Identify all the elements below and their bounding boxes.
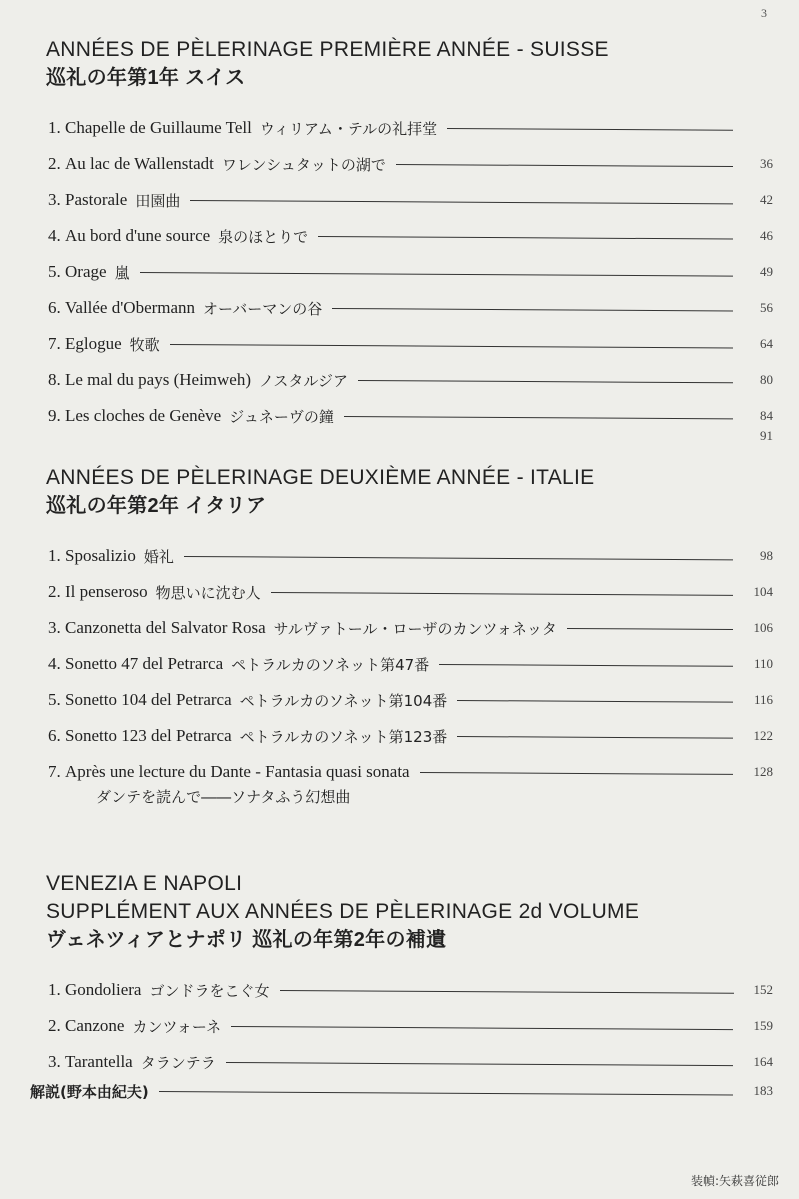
entry-title: Le mal du pays (Heimweh) xyxy=(65,370,251,389)
entry-page: 183 xyxy=(753,1083,773,1098)
entry-title-jp: 田園曲 xyxy=(135,191,181,210)
leader-line xyxy=(170,344,733,348)
leader-line xyxy=(447,128,733,131)
corner-page-number: 3 xyxy=(761,6,767,20)
toc-entry xyxy=(48,290,773,326)
entry-title: Sposalizio xyxy=(65,546,136,565)
entry-number: 4. xyxy=(48,226,61,245)
entry-title: Il penseroso xyxy=(65,582,148,601)
toc-entry xyxy=(48,610,773,646)
entry-title-jp: 婚礼 xyxy=(143,547,174,566)
entry-title: Canzonetta del Salvator Rosa xyxy=(65,618,266,637)
toc-entry xyxy=(48,538,773,574)
entry-title-jp: 泉のほとりで xyxy=(218,227,309,246)
entry-number: 5. xyxy=(48,262,61,281)
leader-line xyxy=(358,380,733,383)
entry-title: Sonetto 104 del Petrarca xyxy=(65,690,232,709)
entry-title-jp: 嵐 xyxy=(114,263,130,282)
entry-title: Sonetto 123 del Petrarca xyxy=(65,726,232,745)
entry-page: 110 xyxy=(753,656,773,671)
leader-line xyxy=(332,308,733,311)
entry-title: Pastorale xyxy=(65,190,128,209)
leader-line xyxy=(231,1026,733,1030)
entry-title-jp: ウィリアム・テルの礼拝堂 xyxy=(259,119,438,138)
entry-title-jp: 牧歌 xyxy=(129,335,160,354)
entry-title-jp: サルヴァトール・ローザのカンツォネッタ xyxy=(273,619,557,638)
entry-title-jp: ノスタルジア xyxy=(259,371,349,390)
leader-line xyxy=(396,164,733,167)
leader-line xyxy=(279,990,732,994)
leader-line xyxy=(344,416,733,419)
toc-entry xyxy=(48,972,773,1008)
entry-title-jp: オーバーマンの谷 xyxy=(203,299,323,318)
entry-title: Gondoliera xyxy=(65,980,142,999)
entry-page: 164 xyxy=(753,1054,773,1069)
entry-title: Chapelle de Guillaume Tell xyxy=(65,118,252,137)
toc-entry xyxy=(48,146,773,182)
leader-line xyxy=(140,272,733,277)
commentary-row xyxy=(30,1073,773,1109)
entry-page: 84 xyxy=(760,408,773,423)
entry-title-jp: ペトラルカのソネット第47番 xyxy=(231,655,430,674)
entry-page: 36 xyxy=(760,156,773,171)
entry-page: 46 xyxy=(760,228,773,243)
toc-entry xyxy=(48,646,773,682)
entry-number: 3. xyxy=(48,618,61,637)
design-credit: 装幀:矢萩喜従郎 xyxy=(690,1174,779,1188)
entry-title: Au lac de Wallenstadt xyxy=(65,154,214,173)
toc-entry xyxy=(48,218,773,254)
entry-number: 2. xyxy=(48,1016,61,1035)
leader-line xyxy=(457,736,733,739)
leader-line xyxy=(318,236,733,240)
section-heading: ANNÉES DE PÈLERINAGE DEUXIÈME ANNÉE - ITALIE xyxy=(46,466,595,489)
commentary-label: 解説(野本由紀夫) xyxy=(30,1082,149,1101)
entry-number: 3. xyxy=(48,1052,61,1071)
entry-title-jp: ゴンドラをこぐ女 xyxy=(149,981,270,1000)
toc-entry xyxy=(48,682,773,718)
entry-number: 3. xyxy=(48,190,61,209)
section-suisse xyxy=(36,36,773,444)
toc-entry xyxy=(48,326,773,362)
toc-entry xyxy=(48,718,773,754)
entry-title-jp: ペトラルカのソネット第123番 xyxy=(239,727,448,746)
toc-entry xyxy=(48,1008,773,1044)
section-italie xyxy=(36,464,773,807)
toc-entry xyxy=(48,754,773,790)
entry-number: 2. xyxy=(48,154,61,173)
section-heading-2: SUPPLÉMENT AUX ANNÉES DE PÈLERINAGE 2d VOLUME xyxy=(46,900,640,923)
toc-entry xyxy=(48,254,773,290)
toc-entry xyxy=(48,182,773,218)
entry-title: Les cloches de Genève xyxy=(65,406,222,425)
entry-list xyxy=(36,110,773,444)
entry-title-jp: 物思いに沈む人 xyxy=(155,583,261,602)
entry-page: 56 xyxy=(760,300,773,315)
entry-title-jp: ペトラルカのソネット第104番 xyxy=(239,691,448,710)
entry-title: Vallée d'Obermann xyxy=(65,298,196,317)
entry-title-jp: カンツォーネ xyxy=(132,1017,222,1036)
entry-number: 2. xyxy=(48,582,61,601)
entry-page: 128 xyxy=(753,764,773,779)
leader-line xyxy=(420,772,733,775)
leader-line xyxy=(271,592,733,596)
entry-number: 4. xyxy=(48,654,61,673)
entry-page: 159 xyxy=(753,1018,773,1033)
entry-page: 49 xyxy=(760,264,773,279)
leader-line xyxy=(190,200,733,204)
section-heading-jp: 巡礼の年第2年 イタリア xyxy=(46,495,267,517)
entry-page: 104 xyxy=(753,584,773,599)
entry-number: 7. xyxy=(48,334,61,353)
entry-title: Canzone xyxy=(65,1016,125,1035)
section-venezia xyxy=(36,870,773,1080)
entry-page: 42 xyxy=(760,192,773,207)
entry-page: 122 xyxy=(753,728,773,743)
leader-line xyxy=(184,556,733,560)
toc-entry xyxy=(48,110,773,146)
entry-list xyxy=(36,972,773,1080)
section-heading: ANNÉES DE PÈLERINAGE PREMIÈRE ANNÉE - SUISSE xyxy=(46,38,609,61)
leader-line xyxy=(159,1091,733,1096)
toc-entry xyxy=(48,574,773,610)
toc-entry xyxy=(48,362,773,398)
entry-title: Orage xyxy=(65,262,107,281)
entry-number: 1. xyxy=(48,980,61,999)
entry-title-jp: ワレンシュタットの湖で xyxy=(221,155,386,174)
section-heading-jp: ヴェネツィアとナポリ 巡礼の年第2年の補遺 xyxy=(46,929,447,951)
entry-title: Sonetto 47 del Petrarca xyxy=(65,654,224,673)
entry-page: 116 xyxy=(753,692,773,707)
entry-number: 7. xyxy=(48,762,61,781)
entry-number: 6. xyxy=(48,726,61,745)
entry-title: Après une lecture du Dante - Fantasia quasi sonata xyxy=(65,762,410,781)
entry-title: Au bord d'une source xyxy=(65,226,211,245)
entry-title-jp: タランテラ xyxy=(140,1053,216,1072)
entry-page: 152 xyxy=(753,982,773,997)
toc-entry xyxy=(30,1073,773,1109)
entry-subtitle-jp: ダンテを読んで――ソナタふう幻想曲 xyxy=(96,788,351,806)
entry-list xyxy=(36,538,773,807)
entry-page: 64 xyxy=(760,336,773,351)
trailing-page: 91 xyxy=(760,428,773,443)
entry-title: Tarantella xyxy=(65,1052,133,1071)
entry-page: 98 xyxy=(760,548,773,563)
entry-number: 6. xyxy=(48,298,61,317)
entry-title: Eglogue xyxy=(65,334,122,353)
leader-line xyxy=(226,1062,733,1066)
entry-number: 9. xyxy=(48,406,61,425)
entry-page: 80 xyxy=(760,372,773,387)
entry-number: 1. xyxy=(48,118,61,137)
section-heading: VENEZIA E NAPOLI xyxy=(46,872,243,895)
entry-number: 5. xyxy=(48,690,61,709)
entry-page: 106 xyxy=(753,620,773,635)
entry-number: 8. xyxy=(48,370,61,389)
leader-line xyxy=(439,664,733,667)
section-heading-jp: 巡礼の年第1年 スイス xyxy=(46,67,246,89)
entry-number: 1. xyxy=(48,546,61,565)
entry-title-jp: ジュネーヴの鐘 xyxy=(229,407,334,426)
leader-line xyxy=(567,628,733,630)
leader-line xyxy=(457,700,733,703)
